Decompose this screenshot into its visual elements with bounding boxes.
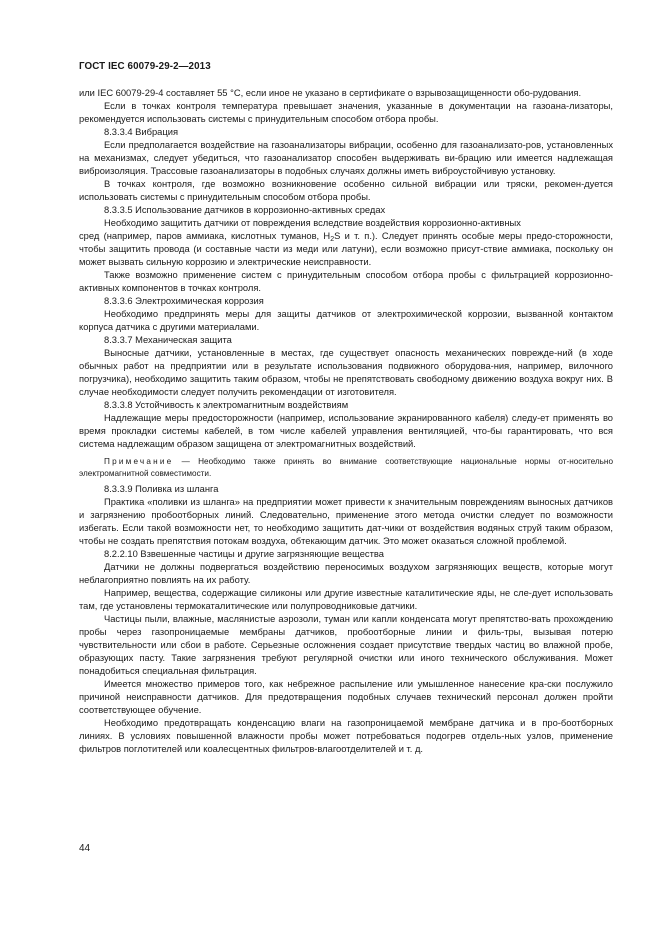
paragraph: Датчики не должны подвергаться воздействию переносимых воздухом загрязняющих веществ, которые могут неблагоприятно повлиять на их работу. (79, 562, 613, 585)
paragraph: Выносные датчики, установленные в местах, где существует опасность механических поврежде-ний (в ходе обычных работ на предприятии или в результате использования подвижного оборудова-ния, например, вилочного погрузчика), необходимо защитить таким образом, чтобы не препятствовать свободному движению воздуха вокруг них. В случае необходимости следует получить рекомендации от изготовителя. (79, 348, 613, 397)
paragraph: Надлежащие меры предосторожности (например, использование экранированного кабеля) следу-ет применять во время прокладки системы кабелей, в том числе кабелей управления вентиляцией, что-бы гарантировать, что вся система надлежащим образом защищена от электромагнитных воздействий. (79, 413, 613, 449)
paragraph: Если предполагается воздействие на газоанализаторы вибрации, особенно для газоанализато-ров, установленных на механизмах, следует убедиться, что газоанализатор способен выдерживать ви-брацию или имеется надлежащая виброизоляция. Трассовые газоанализаторы в подобных случаях должны иметь виброустойчивую установку. (79, 140, 613, 176)
paragraph: Необходимо защитить датчики от повреждения вследствие воздействия коррозионно-активных (104, 218, 521, 228)
paragraph: В точках контроля, где возможно возникновение особенно сильной вибрации или тряски, рекомен-дуется использовать системы с принудительным способом отбора пробы. (79, 179, 613, 202)
paragraph: Практика «поливки из шланга» на предприятии может привести к значительным повреждениям выносных датчиков и загрязнению пробоотборных линий. Следовательно, применение этого метода очистки следует по возможности избегать. Если такой возможности нет, то необходимо защитить дат-чики от воздействия водяных струй таким образом, чтобы не создать препятствия потокам воздуха, обтекающим датчик. Это может оказаться сложной проблемой. (79, 497, 613, 546)
section-heading: 8.2.2.10 Взвешенные частицы и другие загрязняющие вещества (104, 549, 384, 559)
paragraph: Например, вещества, содержащие силиконы или другие известные каталитические яды, не сле-дует использовать там, где установлены термокаталитические или полупроводниковые датчики. (79, 588, 613, 611)
paragraph: или IEC 60079-29-4 составляет 55 °С, если иное не указано в сертификате о взрывозащищенности обо-рудования. (79, 88, 582, 98)
paragraph-continued (79, 230, 613, 269)
page-number: 44 (79, 843, 91, 854)
paragraph: Имеется множество примеров того, как небрежное распыление или умышленное нанесение кра-ски послужило причиной неисправности датчиков. Для предотвращения подобных случаев технический персонал должен пройти соответствующее обучение. (79, 679, 613, 715)
note-label: Примечание (104, 457, 174, 466)
paragraph: Если в точках контроля температура превышает значения, указанные в документации на газоана-лизаторы, рекомендуется использовать системы с принудительным способом отбора пробы. (79, 101, 613, 124)
section-heading: 8.3.3.4 Вибрация (104, 127, 178, 137)
note (79, 456, 613, 479)
section-heading: 8.3.3.6 Электрохимическая коррозия (104, 296, 264, 306)
section-heading: 8.3.3.8 Устойчивость к электромагнитным воздействиям (104, 400, 349, 410)
paragraph: Частицы пыли, влажные, маслянистые аэрозоли, туман или капли конденсата могут препятство-вать прохождению пробы через газопроницаемые мембраны датчиков, пробоотборные линии и филь-тры, вызывая потерю чувствительности или сбои в работе. Серьезные осложнения создает присутствие твердых частиц во влажной пробе, образующих пасту. Такие загрязнения требуют регулярной очистки или иного технического обслуживания. Может понадобиться специальная фильтрация. (79, 614, 613, 676)
subscript: 2 (330, 236, 335, 243)
section-heading: 8.3.3.9 Поливка из шланга (104, 484, 219, 494)
text-run: S и т. п.). Следует принять особые меры предо-сторожности, чтобы защитить провода (и составные части из меди или латуни), если возможно присут-ствие аммиака, поскольку он может вызвать сильную коррозию и электрические неисправности. (79, 231, 613, 267)
text-run: сред (например, паров аммиака, кислотных туманов, H (79, 231, 331, 241)
document-header: ГОСТ IEC 60079-29-2—2013 (79, 61, 211, 72)
paragraph: Также возможно применение систем с принудительным способом отбора пробы с фильтрацией коррозионно-активных компонентов в точках контроля. (79, 270, 613, 293)
section-heading: 8.3.3.7 Механическая защита (104, 335, 232, 345)
paragraph: Необходимо предпринять меры для защиты датчиков от электрохимической коррозии, вызванной контактом корпуса датчика с другими материалами. (79, 309, 613, 332)
document-body (79, 87, 613, 756)
section-heading: 8.3.3.5 Использование датчиков в коррозионно-активных средах (104, 205, 386, 215)
note-text: — Необходимо также принять во внимание соответствующие национальные нормы от-носительно электромагнитной совместимости. (79, 457, 613, 478)
paragraph: Необходимо предотвращать конденсацию влаги на газопроницаемой мембране датчика и в про-боотборных линиях. В условиях повышенной влажности пробы может потребоваться подогрев отдель-ных узлов, применение фильтров поглотителей или коалесцентных фильтров-влагоотделителей и т. д. (79, 718, 613, 754)
